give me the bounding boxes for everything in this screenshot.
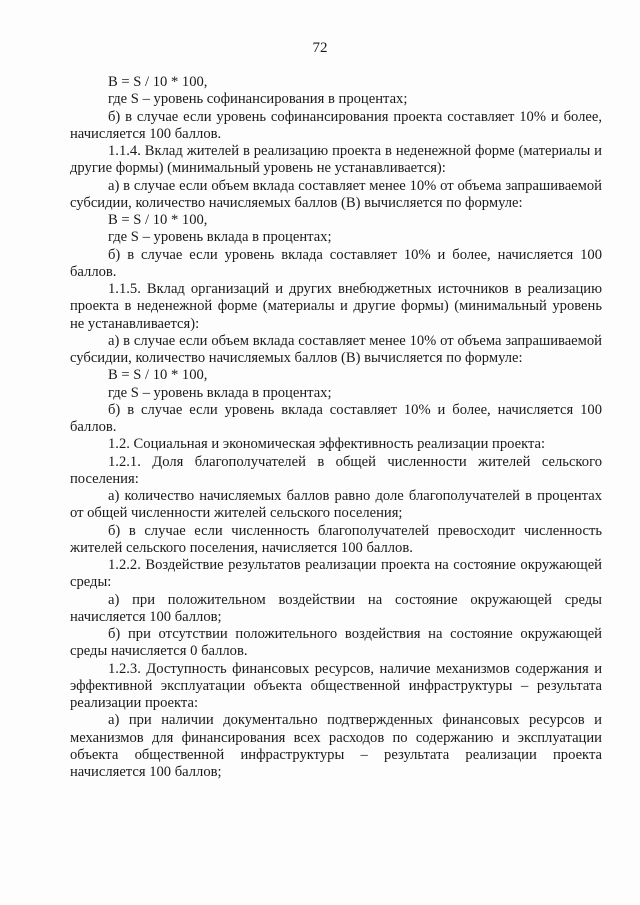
paragraph: а) при положительном воздействии на состояние окружающей среды начисляется 100 баллов; (70, 591, 602, 625)
paragraph: б) в случае если численность благополучателей превосходит численность жителей сельского поселения, начисляется 100 баллов. (70, 522, 602, 556)
paragraph: б) при отсутствии положительного воздействия на состояние окружающей среды начисляется 0 баллов. (70, 626, 602, 660)
formula-explanation: где S – уровень вклада в процентах; (108, 384, 332, 401)
paragraph: б) в случае если уровень софинансирования проекта составляет 10% и более, начисляется 100 баллов. (70, 108, 602, 142)
section-heading-1-2-3: 1.2.3. Доступность финансовых ресурсов, наличие механизмов содержания и эффективной эксплуатации объекта общественной инфраструктуры – результата реализации проекта: (70, 660, 602, 711)
section-heading-1-2: 1.2. Социальная и экономическая эффективность реализации проекта: (108, 436, 546, 453)
formula-line: B = S / 10 * 100, (108, 212, 208, 228)
section-heading-1-1-4: 1.1.4. Вклад жителей в реализацию проекта в неденежной форме (материалы и другие формы) (минимальный уровень не устанавливается): (70, 143, 602, 177)
paragraph: б) в случае если уровень вклада составляет 10% и более, начисляется 100 баллов. (70, 246, 602, 280)
paragraph: а) в случае если объем вклада составляет менее 10% от объема запрашиваемой субсидии, количество начисляемых баллов (B) вычисляется по формуле: (70, 177, 602, 211)
section-heading-1-2-1: 1.2.1. Доля благополучателей в общей численности жителей сельского поселения: (70, 453, 602, 487)
document-body (70, 74, 602, 781)
formula-explanation: где S – уровень вклада в процентах; (108, 229, 332, 246)
section-heading-1-2-2: 1.2.2. Воздействие результатов реализации проекта на состояние окружающей среды: (70, 557, 602, 591)
section-heading-1-1-5: 1.1.5. Вклад организаций и других внебюджетных источников в реализацию проекта в неденежной форме (материалы и другие формы) (минимальный уровень не устанавливается): (70, 281, 602, 332)
formula-line: B = S / 10 * 100, (108, 74, 208, 90)
paragraph: б) в случае если уровень вклада составляет 10% и более, начисляется 100 баллов. (70, 401, 602, 435)
paragraph: а) при наличии документально подтвержденных финансовых ресурсов и механизмов для финансирования всех расходов по содержанию и эксплуатации объекта общественной инфраструктуры – результата реализации проекта начисляется 100 баллов; (70, 712, 602, 780)
formula-explanation: где S – уровень софинансирования в процентах; (108, 91, 408, 108)
paragraph: а) в случае если объем вклада составляет менее 10% от объема запрашиваемой субсидии, количество начисляемых баллов (B) вычисляется по формуле: (70, 332, 602, 366)
page-number: 72 (312, 40, 328, 56)
paragraph: а) количество начисляемых баллов равно доле благополучателей в процентах от общей численности жителей сельского поселения; (70, 488, 602, 522)
formula-line: B = S / 10 * 100, (108, 367, 208, 384)
